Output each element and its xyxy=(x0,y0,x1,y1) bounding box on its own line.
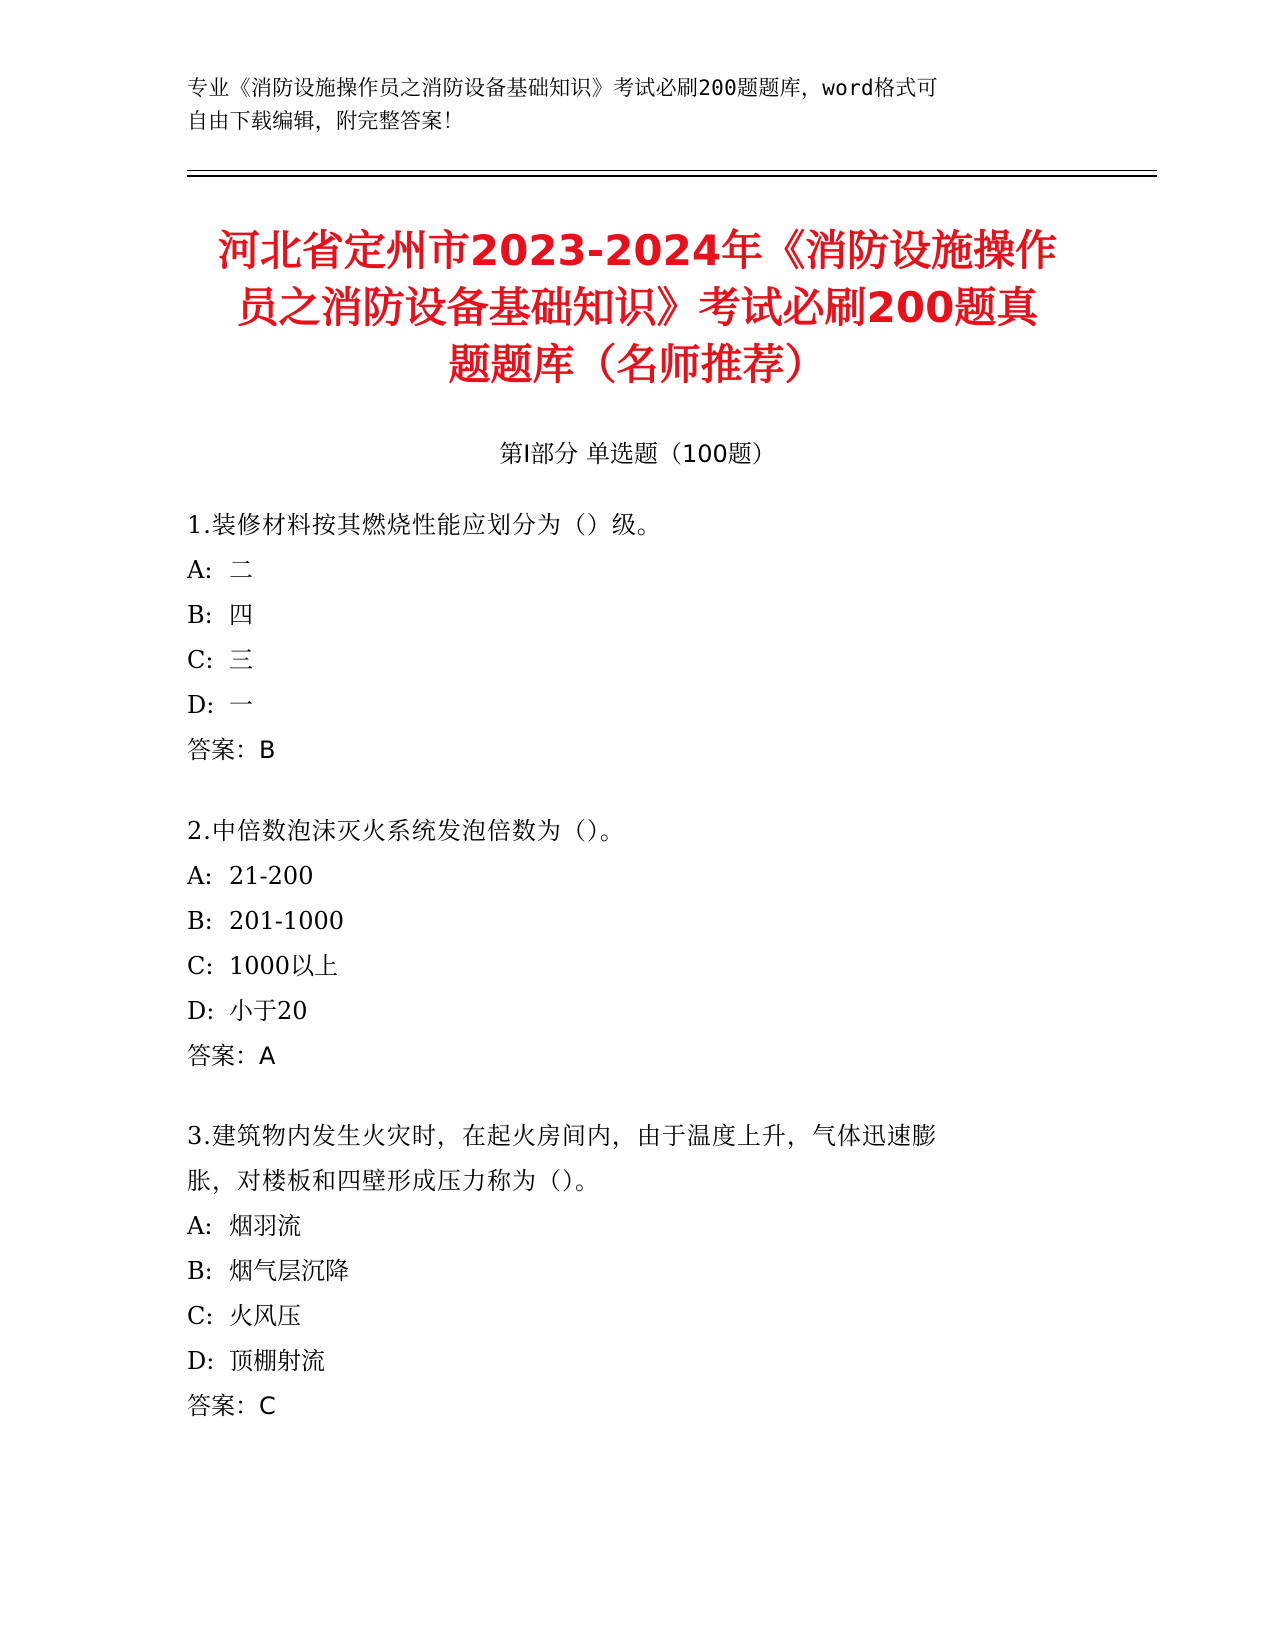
option-b xyxy=(187,593,1067,638)
option-a xyxy=(187,854,1067,899)
title-line: 员之消防设备基础知识》考试必刷200题真 xyxy=(236,283,1039,332)
option-text: 顶棚射流 xyxy=(229,1347,325,1375)
option-b xyxy=(187,899,1067,944)
option-d xyxy=(187,989,1067,1034)
option-d xyxy=(187,1339,1067,1384)
option-b xyxy=(187,1249,1067,1294)
option-letter: D: xyxy=(187,1347,215,1375)
option-text: 一 xyxy=(229,691,253,719)
document-title xyxy=(150,222,1125,393)
option-text: 二 xyxy=(229,556,253,584)
intro-line: 专业《消防设施操作员之消防设备基础知识》考试必刷200题题库，word格式可 xyxy=(187,76,938,100)
option-letter: A: xyxy=(187,556,213,584)
question-1 xyxy=(187,503,1067,773)
question-stem: 胀，对楼板和四壁形成压力称为（）。 xyxy=(187,1167,600,1195)
question-stem: 2.中倍数泡沫灭火系统发泡倍数为（）。 xyxy=(187,817,625,845)
intro-text xyxy=(187,72,1067,138)
option-letter: D: xyxy=(187,997,215,1025)
title-line: 题题库（名师推荐） xyxy=(448,340,827,389)
option-letter: A: xyxy=(187,862,213,890)
answer-line: 答案：B xyxy=(187,736,276,764)
option-text: 三 xyxy=(229,646,253,674)
option-letter: B: xyxy=(187,1257,213,1285)
answer-line: 答案：C xyxy=(187,1392,276,1420)
option-c xyxy=(187,1294,1067,1339)
intro-line: 自由下载编辑，附完整答案！ xyxy=(187,109,464,133)
option-text: 四 xyxy=(229,601,253,629)
option-c xyxy=(187,638,1067,683)
option-text: 火风压 xyxy=(229,1302,301,1330)
header-rule-thick xyxy=(187,175,1157,177)
option-text: 201-1000 xyxy=(229,907,344,935)
option-letter: C: xyxy=(187,646,214,674)
option-letter: C: xyxy=(187,952,214,980)
option-letter: A: xyxy=(187,1212,213,1240)
question-stem: 1.装修材料按其燃烧性能应划分为（）级。 xyxy=(187,511,662,539)
option-a xyxy=(187,548,1067,593)
option-c xyxy=(187,944,1067,989)
option-letter: B: xyxy=(187,907,213,935)
option-text: 小于20 xyxy=(229,997,308,1025)
section-heading: 第I部分 单选题（100题） xyxy=(499,440,776,468)
question-2 xyxy=(187,809,1067,1079)
option-letter: B: xyxy=(187,601,213,629)
option-text: 1000以上 xyxy=(229,952,339,980)
option-letter: C: xyxy=(187,1302,214,1330)
question-3 xyxy=(187,1114,1067,1429)
option-text: 21-200 xyxy=(229,862,314,890)
option-text: 烟羽流 xyxy=(229,1212,301,1240)
option-d xyxy=(187,683,1067,728)
question-stem: 3.建筑物内发生火灾时，在起火房间内，由于温度上升，气体迅速膨 xyxy=(187,1122,937,1150)
answer-line: 答案：A xyxy=(187,1042,276,1070)
option-text: 烟气层沉降 xyxy=(229,1257,349,1285)
header-rule-thin xyxy=(187,170,1157,171)
title-line: 河北省定州市2023-2024年《消防设施操作 xyxy=(217,226,1058,275)
option-letter: D: xyxy=(187,691,215,719)
option-a xyxy=(187,1204,1067,1249)
